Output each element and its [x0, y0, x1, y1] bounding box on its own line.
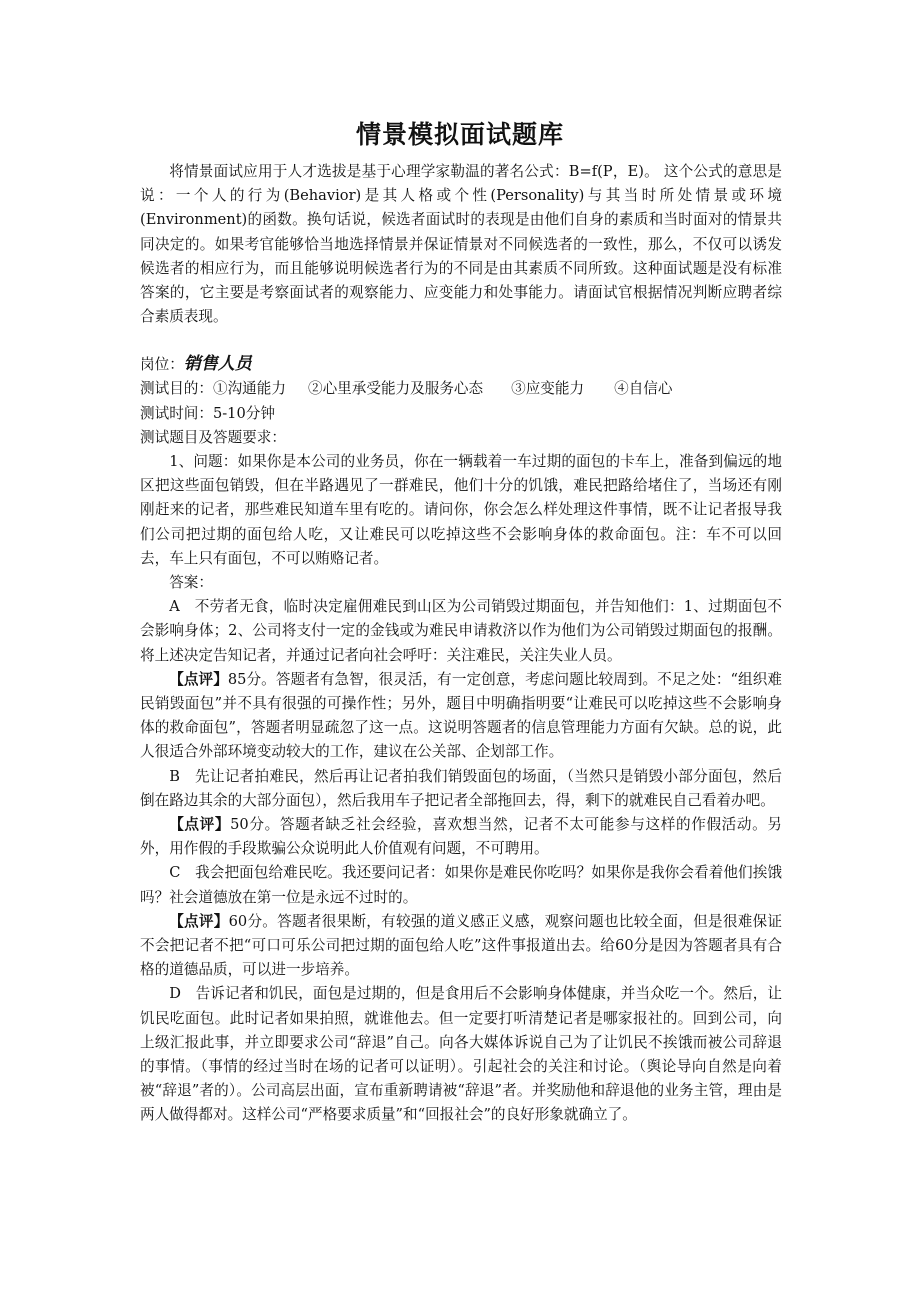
comment-b-text: 50分。答题者缺乏社会经验，喜欢想当然，记者不太可能参与这样的作假活动。另外，用作假的手段欺骗公众说明此人价值观有问题，不可聘用。 [140, 816, 782, 858]
answer-b: B 先让记者拍难民，然后再让记者拍我们销毁面包的场面，（当然只是销毁小部分面包，然后倒在路边其余的大部分面包），然后我用车子把记者全部拖回去，得，剩下的就难民自己看着办吧。 [140, 767, 782, 809]
goal-item-adaptability: ③应变能力 [511, 380, 585, 398]
requirements-label: 测试题目及答题要求： [140, 429, 286, 447]
test-time-line: 测试时间：5-10分钟 [140, 404, 275, 422]
goal-item-stress: ②心里承受能力及服务心态 [307, 380, 484, 398]
answer-c: C 我会把面包给难民吃。我还要问记者：如果你是难民你吃吗？如果你是我你会看着他们挨饿吗？社会道德放在第一位是永远不过时的。 [140, 864, 782, 906]
test-goal-line [140, 377, 782, 401]
comment-tag: 【点评】 [169, 912, 229, 930]
comment-a [140, 668, 782, 765]
position-label: 岗位： [140, 356, 184, 373]
comment-a-text: 85分。答题者有急智，很灵活，有一定创意，考虑问题比较周到。不足之处：“组织难民销毁面包”并不具有很强的可操作性；另外，题目中明确指明要“让难民可以吃掉这些不会影响身体的救命面包”，答题者明显疏忽了这一点。这说明答题者的信息管理能力方面有欠缺。总的说，此人很适合外部环境变动较大的工作，建议在公关部、企划部工作。 [140, 670, 782, 761]
comment-c-text: 60分。答题者很果断，有较强的道义感正义感，观察问题也比较全面，但是很难保证不会把记者不把“可口可乐公司把过期的面包给人吃”这件事报道出去。给60分是因为答题者具有合格的道德品质，可以进一步培养。 [140, 912, 782, 979]
position-line [140, 352, 782, 377]
intro-paragraph: 将情景面试应用于人才选拔是基于心理学家勒温的著名公式：B=f(P，E)。 这个公式的意思是说：一个人的行为(Behavior)是其人格或个性(Personality)与其当时所处情景或环境(Environment)的函数。换句话说，候选者面试时的表现是由他们自身的素质和当时面对的情景共同决定的。如果考官能够恰当地选择情景并保证情景对不同候选者的一致性，那么，不仅可以诱发候选者的相应行为，而且能够说明候选者行为的不同是由其素质不同所致。这种面试题是没有标准答案的，它主要是考察面试者的观察能力、应变能力和处事能力。请面试官根据情况判断应聘者综合素质表现。 [140, 163, 782, 326]
comment-c [140, 910, 782, 983]
comment-tag: 【点评】 [169, 816, 231, 834]
answer-d: D 告诉记者和饥民，面包是过期的，但是食用后不会影响身体健康，并当众吃一个。然后，让饥民吃面包。此时记者如果拍照，就谁他去。但一定要打听清楚记者是哪家报社的。回到公司，向上级汇报此事，并立即要求公司“辞退”自己。向各大媒体诉说自己为了让饥民不挨饿而被公司辞退的事情。（事情的经过当时在场的记者可以证明）。引起社会的关注和讨论。（舆论导向自然是向着被“辞退”者的）。公司高层出面，宣布重新聘请被“辞退”者。并奖励他和辞退他的业务主管，理由是两人做得都对。这样公司“严格要求质量”和“回报社会”的良好形象就确立了。 [140, 985, 783, 1124]
answer-a: A 不劳者无食，临时决定雇佣难民到山区为公司销毁过期面包，并告知他们：1、过期面包不会影响身体；2、公司将支付一定的金钱或为难民申请救济以作为他们为公司销毁过期面包的报酬。将上述决定告知记者，并通过记者向社会呼吁：关注难民，关注失业人员。 [140, 598, 782, 664]
goal-item-confidence: ④自信心 [614, 380, 673, 398]
comment-tag: 【点评】 [169, 670, 228, 688]
answer-label: 答案： [169, 574, 213, 592]
test-info-section [140, 352, 782, 451]
question-paragraph: 1、问题：如果你是本公司的业务员，你在一辆载着一车过期的面包的卡车上，准备到偏远的地区把这些面包销毁，但在半路遇见了一群难民，他们十分的饥饿，难民把路给堵住了，当场还有刚刚赶来的记者，那些难民知道车里有吃的。请问你，你会怎么样处理这件事情，既不让记者报导我们公司把过期的面包给人吃，又让难民可以吃掉这些不会影响身体的救命面包。注：车不可以回去，车上只有面包，不可以贿赂记者。 [140, 453, 782, 567]
question-answer-section [140, 450, 782, 1128]
document-title: 情景模拟面试题库 [355, 120, 564, 149]
position-name: 销售人员 [183, 354, 252, 374]
goal-item-communication: ①沟通能力 [212, 380, 286, 398]
intro-section [140, 160, 782, 329]
comment-b [140, 813, 782, 861]
test-goal-label: 测试目的： [140, 380, 213, 398]
